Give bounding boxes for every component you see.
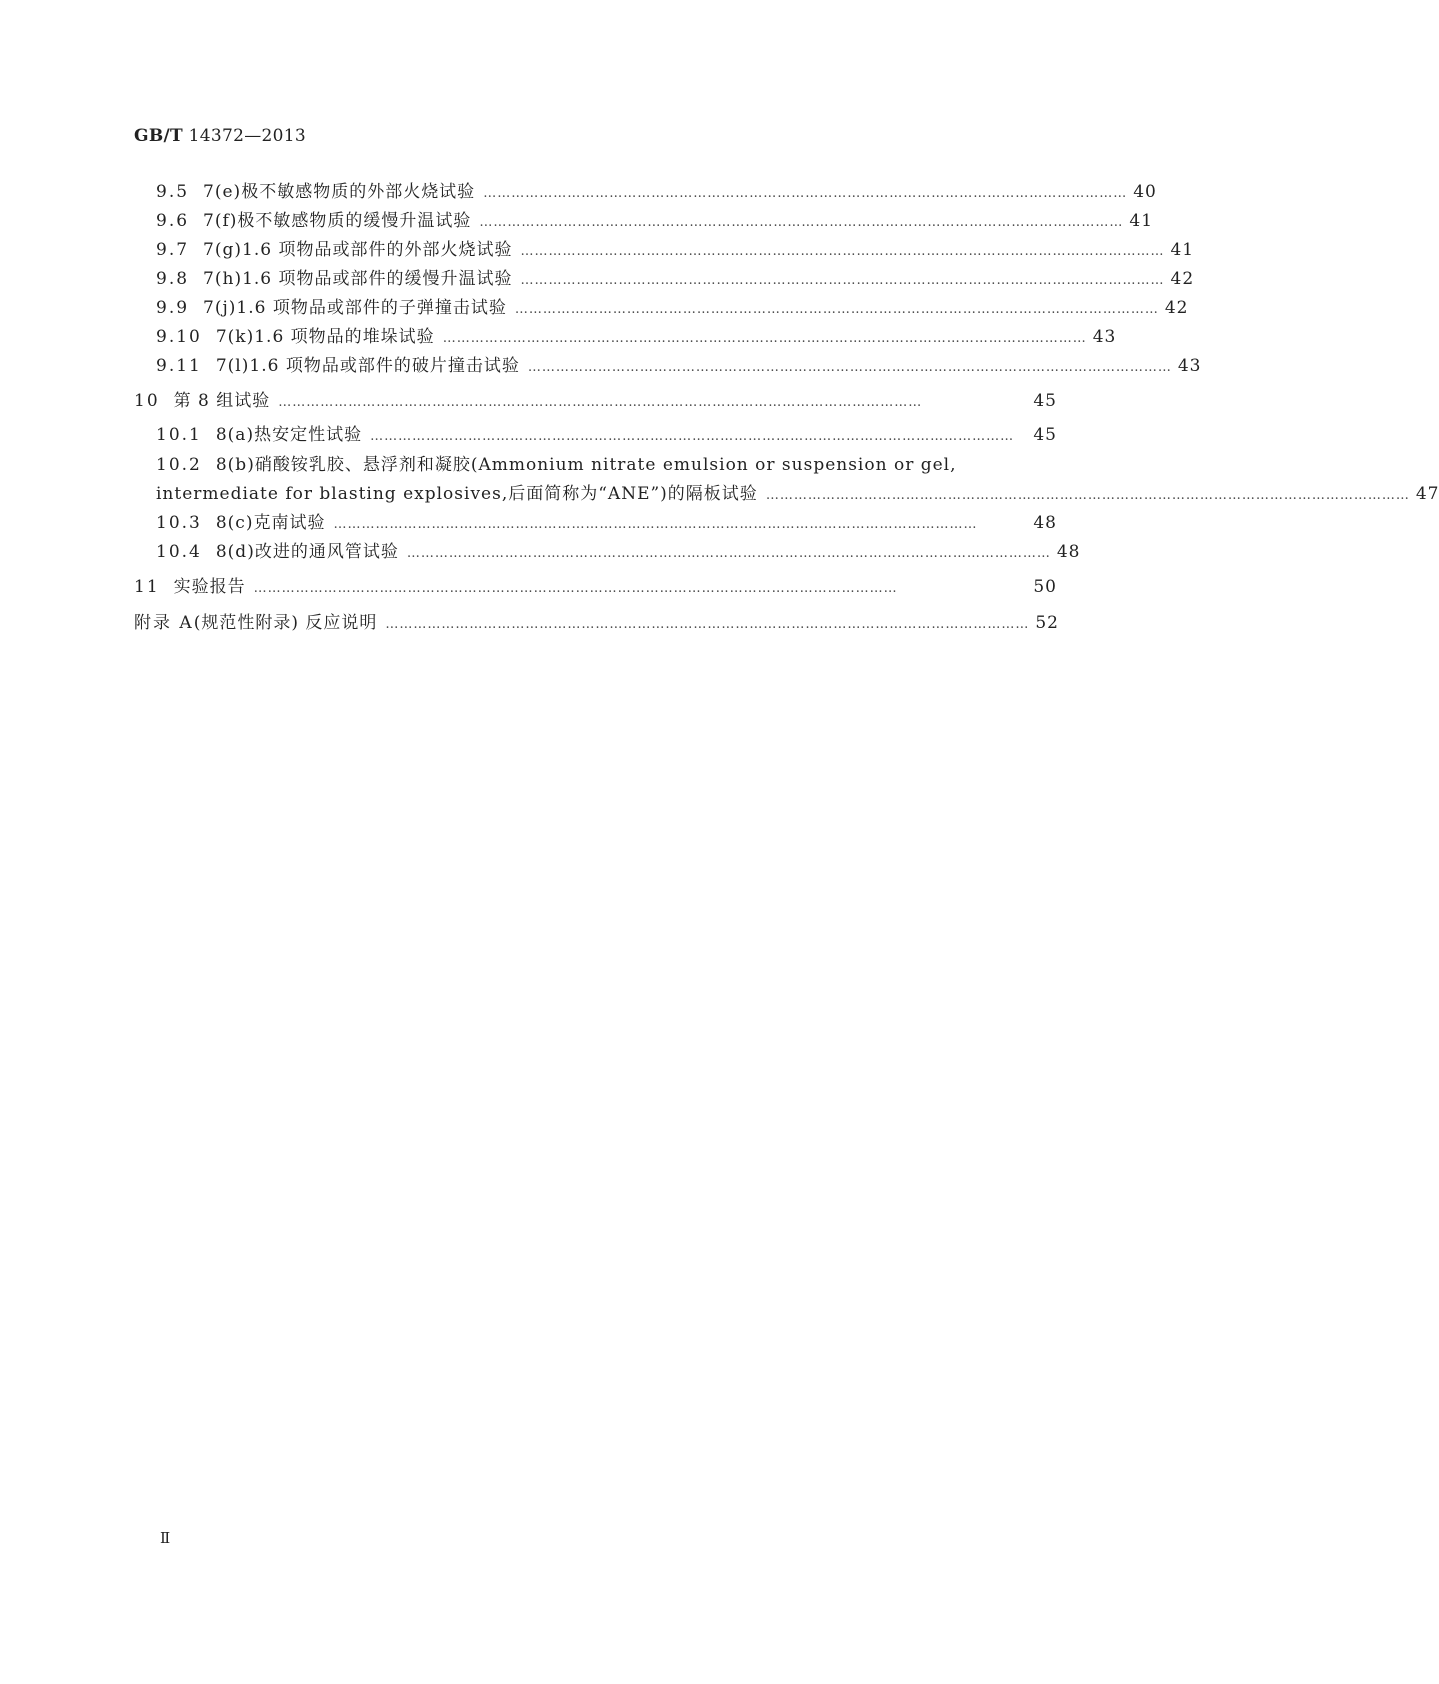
leader-dots: …………………………………………………………………………………………………………………………	[514, 302, 1159, 317]
toc-title: 8(b)硝酸铵乳胶、悬浮剂和凝胶(Ammonium nitrate emulsion or suspension or gel,	[215, 455, 957, 475]
leader-dots: …………………………………………………………………………………………………………………………	[765, 488, 1410, 503]
toc-number: 9.10	[156, 327, 202, 347]
leader-dots: …………………………………………………………………………………………………………………………	[520, 273, 1165, 288]
toc-number: 10.1	[156, 425, 202, 445]
toc-entry[interactable]	[156, 354, 1202, 378]
leader-dots: …………………………………………………………………………………………………………………………	[370, 429, 1015, 444]
leader-dots: …………………………………………………………………………………………………………………………	[520, 244, 1165, 259]
toc-page: 42	[1170, 269, 1195, 289]
toc-page: 45	[1033, 391, 1057, 411]
toc-entry[interactable]	[156, 180, 1157, 204]
toc-number: 9.8	[156, 269, 190, 289]
toc-title: 7(l)1.6 项物品或部件的破片撞击试验	[215, 356, 520, 376]
toc-title: 8(a)热安定性试验	[215, 425, 363, 445]
toc-number: 附录 A	[134, 613, 194, 633]
toc-number: 10	[134, 391, 160, 411]
toc-page: 40	[1133, 182, 1157, 202]
toc-number: 10.4	[156, 542, 202, 562]
toc-page: 48	[1033, 513, 1057, 533]
toc-number: 10.3	[156, 513, 202, 533]
toc-page: 45	[1033, 425, 1057, 445]
toc-page: 52	[1035, 613, 1059, 633]
toc-number: 9.11	[156, 356, 202, 376]
toc-page: 48	[1056, 542, 1081, 562]
toc-entry[interactable]	[156, 238, 1195, 262]
toc-number: 10.2	[156, 455, 202, 475]
toc-entry[interactable]	[156, 209, 1154, 233]
toc-entry[interactable]	[156, 267, 1195, 291]
leader-dots: …………………………………………………………………………………………………………………………	[385, 617, 1030, 632]
toc-title: 7(h)1.6 项物品或部件的缓慢升温试验	[203, 269, 513, 289]
toc-title: 7(g)1.6 项物品或部件的外部火烧试验	[203, 240, 513, 260]
leader-dots: …………………………………………………………………………………………………………………………	[479, 215, 1124, 230]
leader-dots: …………………………………………………………………………………………………………………………	[253, 581, 898, 596]
toc-number: 9.7	[156, 240, 190, 260]
leader-dots: …………………………………………………………………………………………………………………………	[278, 395, 923, 410]
toc-entry-continuation[interactable]	[156, 482, 1439, 506]
document-header	[134, 126, 306, 146]
toc-title: 7(j)1.6 项物品或部件的子弹撞击试验	[203, 298, 507, 318]
toc-title: 7(k)1.6 项物品的堆垛试验	[215, 327, 435, 347]
leader-dots: …………………………………………………………………………………………………………………………	[442, 331, 1087, 346]
leader-dots: …………………………………………………………………………………………………………………………	[527, 360, 1172, 375]
toc-page: 41	[1170, 240, 1195, 260]
standard-code: GB/T	[134, 126, 183, 146]
toc-title: 8(c)克南试验	[215, 513, 326, 533]
standard-number: 14372—2013	[188, 126, 307, 146]
toc-number: 11	[134, 577, 160, 597]
toc-entry[interactable]	[134, 611, 1057, 635]
toc-title: (规范性附录) 反应说明	[193, 613, 378, 633]
toc-entry[interactable]	[156, 540, 1081, 564]
leader-dots: …………………………………………………………………………………………………………………………	[483, 186, 1128, 201]
toc-entry[interactable]	[156, 423, 1057, 447]
toc-entry[interactable]	[134, 389, 1057, 413]
toc-number: 9.6	[156, 211, 190, 231]
toc-page: 47	[1415, 484, 1439, 504]
toc-title: 实验报告	[173, 577, 246, 597]
leader-dots: …………………………………………………………………………………………………………………………	[333, 517, 978, 532]
page-number: Ⅱ	[160, 1529, 171, 1547]
leader-dots: …………………………………………………………………………………………………………………………	[406, 546, 1051, 561]
toc-number: 9.9	[156, 298, 190, 318]
toc-page: 41	[1129, 211, 1154, 231]
toc-entry[interactable]	[156, 296, 1189, 320]
toc-entry[interactable]	[134, 575, 1057, 599]
toc-page: 43	[1092, 327, 1117, 347]
toc-title: intermediate for blasting explosives,后面简称为“ANE”)的隔板试验	[156, 484, 758, 504]
toc-page: 50	[1033, 577, 1057, 597]
toc-title: 8(d)改进的通风管试验	[215, 542, 399, 562]
toc-title: 第 8 组试验	[173, 391, 271, 411]
toc-entry[interactable]	[156, 453, 1057, 477]
toc-number: 9.5	[156, 182, 190, 202]
toc-page: 42	[1164, 298, 1189, 318]
toc-page: 43	[1177, 356, 1202, 376]
toc-entry[interactable]	[156, 511, 1057, 535]
toc-entry[interactable]	[156, 325, 1117, 349]
toc-title: 7(e)极不敏感物质的外部火烧试验	[203, 182, 476, 202]
toc-title: 7(f)极不敏感物质的缓慢升温试验	[203, 211, 472, 231]
